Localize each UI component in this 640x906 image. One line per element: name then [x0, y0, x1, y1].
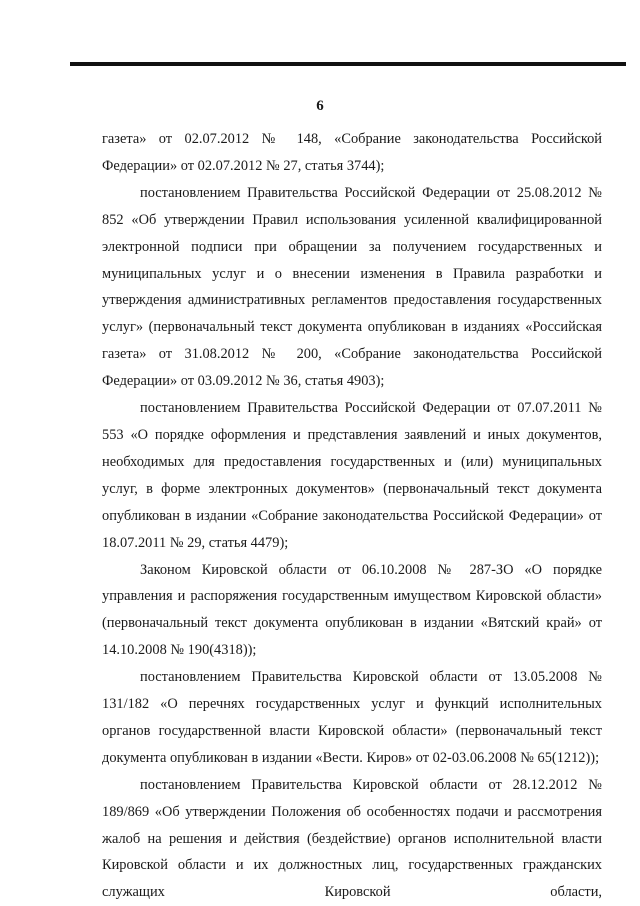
paragraph-law-287: Законом Кировской области от 06.10.2008 № 287-ЗО «О порядке управления и распоряжения государственным имуществом Кировской области» (первоначальный текст документа опубликован в издании «Вятский край» от 14.10.2008 № 190(4318)); — [102, 561, 602, 659]
page-number: 6 — [316, 98, 324, 114]
paragraph-decree-852: постановлением Правительства Российской Федерации от 25.08.2012 № 852 «Об утверждении Правил использования усиленной квалифицированной электронной подписи при обращении за получением государственных и муниципальных услуг и о внесении изменения в Правила разработки и утверждения административных регламентов предоставления государственных услуг» (первоначальный текст документа опубликован в изданиях «Российская газета» от 31.08.2012 № 200, «Собрание законодательства Российской Федерации» от 03.09.2012 № 36, статья 4903); — [102, 184, 602, 390]
paragraph-decree-189: постановлением Правительства Кировской области от 28.12.2012 № 189/869 «Об утверждении Положения об особенностях подачи и рассмотрения жалоб на решения и действия (бездействие) органов исполнительной власти Кировской области и их должностных лиц, государственных гражданских служащих Кировской области, — [102, 776, 602, 901]
paragraph-decree-131: постановлением Правительства Кировской области от 13.05.2008 № 131/182 «О перечнях государственных услуг и функций исполнительных органов государственной власти Кировской области» (первоначальный текст документа опубликован в издании «Вести. Киров» от 02-03.06.2008 № 65(1212)); — [102, 669, 602, 766]
header-rule — [70, 62, 626, 66]
paragraph-decree-553: постановлением Правительства Российской Федерации от 07.07.2011 № 553 «О порядке оформления и представления заявлений и иных документов, необходимых для предоставления государственных и (или) муниципальных услуг, в форме электронных документов» (первоначальный текст документа опубликован в издании «Собрание законодательства Российской Федерации» от 18.07.2011 № 29, статья 4479); — [102, 400, 602, 551]
document-body — [102, 126, 602, 906]
paragraph-continuation: газета» от 02.07.2012 № 148, «Собрание законодательства Российской Федерации» от 02.07.2012 № 27, статья 3744); — [102, 131, 602, 174]
